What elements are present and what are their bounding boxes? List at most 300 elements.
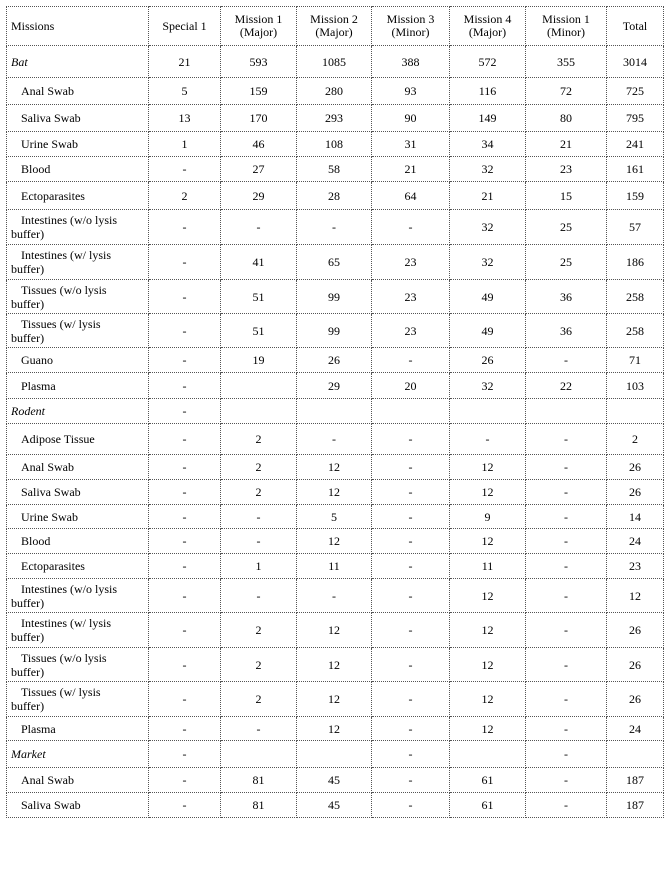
header-line-1: Mission 2 (310, 12, 358, 26)
table-cell (526, 399, 607, 424)
table-cell: 14 (607, 505, 664, 529)
table-cell: - (526, 793, 607, 818)
table-cell: 1 (221, 554, 297, 579)
row-label (7, 399, 149, 424)
table-cell: 58 (297, 157, 372, 182)
table-cell: 795 (607, 105, 664, 132)
table-cell: - (526, 648, 607, 682)
row-label-line-1: Tissues (w/ lysis (21, 316, 101, 331)
row-label-line-2: buffer) (11, 262, 45, 276)
table-cell: 1 (149, 132, 221, 157)
row-label-line-1: Intestines (w/ lysis (21, 616, 111, 630)
table-cell: 23 (372, 245, 450, 280)
table-cell: 2 (221, 613, 297, 648)
table-cell: 34 (450, 132, 526, 157)
table-row (7, 768, 664, 793)
table-cell: - (149, 529, 221, 554)
table-cell: 21 (450, 182, 526, 210)
header-mission-3-minor (372, 7, 450, 46)
row-label-line-1: Adipose Tissue (21, 432, 95, 446)
row-label (7, 105, 149, 132)
table-cell: 593 (221, 46, 297, 78)
header-line-2: (Major) (315, 25, 353, 39)
table-row (7, 717, 664, 741)
table-cell: - (526, 505, 607, 529)
table-cell: - (526, 768, 607, 793)
row-label-line-2: buffer) (11, 630, 45, 644)
table-cell: 23 (607, 554, 664, 579)
table-cell: 21 (372, 157, 450, 182)
table-cell: 28 (297, 182, 372, 210)
table-body (7, 46, 664, 818)
table-cell: 23 (526, 157, 607, 182)
row-label (7, 348, 149, 373)
row-label (7, 157, 149, 182)
row-label-line-1: Intestines (w/ lysis (21, 248, 111, 262)
table-cell (372, 399, 450, 424)
table-cell: - (149, 768, 221, 793)
table-cell: - (372, 554, 450, 579)
table-cell: 26 (297, 348, 372, 373)
table-cell: 572 (450, 46, 526, 78)
table-cell (450, 399, 526, 424)
table-cell: 80 (526, 105, 607, 132)
row-label-line-1: Tissues (w/ lysis (21, 685, 101, 699)
table-cell: 99 (297, 314, 372, 348)
table-cell: 12 (450, 579, 526, 613)
table-cell: 21 (149, 46, 221, 78)
table-cell: - (372, 768, 450, 793)
header-total-label: Total (622, 18, 648, 33)
row-label (7, 741, 149, 768)
table-cell: 3014 (607, 46, 664, 78)
row-label (7, 424, 149, 455)
header-line-2: (Major) (239, 25, 278, 39)
table-cell: 388 (372, 46, 450, 78)
table-cell: 27 (221, 157, 297, 182)
row-label-line-2: buffer) (11, 227, 45, 241)
row-label (7, 682, 149, 717)
table-cell: - (149, 280, 221, 314)
row-label (7, 554, 149, 579)
table-cell: 32 (450, 157, 526, 182)
table-cell: - (149, 157, 221, 182)
table-cell: 81 (221, 768, 297, 793)
table-cell: 57 (607, 210, 664, 245)
table-cell: 32 (450, 210, 526, 245)
table-row (7, 424, 664, 455)
table-cell: 45 (297, 793, 372, 818)
table-row (7, 105, 664, 132)
table-cell: 2 (221, 682, 297, 717)
table-cell (221, 741, 297, 768)
table-cell: 21 (526, 132, 607, 157)
table-cell: - (221, 505, 297, 529)
table-cell: 12 (607, 579, 664, 613)
header-line-1: Mission 1 (234, 12, 283, 26)
table-cell: 108 (297, 132, 372, 157)
group-row (7, 399, 664, 424)
table-cell: 159 (607, 182, 664, 210)
table-cell (297, 399, 372, 424)
table-cell: 11 (297, 554, 372, 579)
table-cell: 71 (607, 348, 664, 373)
table-cell: 5 (149, 78, 221, 105)
row-label (7, 793, 149, 818)
header-line-2: (Minor) (391, 25, 430, 39)
table-cell: - (297, 424, 372, 455)
row-label-line-1: Urine Swab (21, 137, 78, 151)
row-label-line-2: buffer) (11, 595, 45, 610)
table-cell: - (526, 424, 607, 455)
header-missions-label: Missions (11, 18, 55, 33)
table-cell: 32 (450, 373, 526, 399)
table-cell: - (297, 579, 372, 613)
table-cell: 61 (450, 793, 526, 818)
table-cell: - (221, 529, 297, 554)
table-cell: 25 (526, 245, 607, 280)
table-cell: 22 (526, 373, 607, 399)
row-label (7, 78, 149, 105)
table-cell: - (149, 793, 221, 818)
table-cell: 12 (297, 717, 372, 741)
header-line-2: (Minor) (547, 25, 585, 39)
row-label-line-2: buffer) (11, 699, 45, 713)
table-cell: - (372, 348, 450, 373)
header-line-1: Mission 3 (386, 12, 435, 26)
table-cell: 15 (526, 182, 607, 210)
row-label-line-1: Ectoparasites (21, 559, 85, 573)
table-cell: 161 (607, 157, 664, 182)
row-label (7, 46, 149, 78)
table-row (7, 554, 664, 579)
header-mission-4-major (450, 7, 526, 46)
table-row (7, 210, 664, 245)
row-label-line-1: Anal Swab (21, 84, 74, 98)
table-cell: 103 (607, 373, 664, 399)
table-cell: 29 (297, 373, 372, 399)
sample-table-container (6, 6, 663, 818)
row-label (7, 717, 149, 741)
table-cell: 5 (297, 505, 372, 529)
table-cell: 12 (450, 529, 526, 554)
table-cell: - (526, 455, 607, 480)
table-cell: - (221, 717, 297, 741)
table-cell: - (372, 648, 450, 682)
table-cell: 29 (221, 182, 297, 210)
row-label (7, 455, 149, 480)
row-label-line-1: Bat (11, 54, 28, 69)
table-cell: 293 (297, 105, 372, 132)
group-row (7, 741, 664, 768)
table-cell: 2 (221, 455, 297, 480)
row-label-line-2: buffer) (11, 664, 45, 679)
header-special-1-label: Special 1 (162, 18, 207, 33)
row-label-line-1: Market (11, 747, 46, 761)
table-cell: 32 (450, 245, 526, 280)
row-label (7, 314, 149, 348)
table-cell: - (221, 210, 297, 245)
table-cell: 24 (607, 717, 664, 741)
table-row (7, 613, 664, 648)
row-label (7, 210, 149, 245)
header-special-1 (149, 7, 221, 46)
table-row (7, 348, 664, 373)
row-label-line-1: Urine Swab (21, 509, 78, 524)
table-cell: 258 (607, 280, 664, 314)
table-cell: 93 (372, 78, 450, 105)
table-cell: 12 (297, 648, 372, 682)
row-label (7, 613, 149, 648)
table-cell (221, 399, 297, 424)
table-cell: 12 (297, 529, 372, 554)
table-cell: 49 (450, 314, 526, 348)
table-cell: 149 (450, 105, 526, 132)
row-label-line-2: buffer) (11, 296, 45, 311)
table-row (7, 648, 664, 682)
table-row (7, 132, 664, 157)
table-cell: 355 (526, 46, 607, 78)
row-label-line-1: Plasma (21, 721, 56, 736)
table-cell: 24 (607, 529, 664, 554)
table-cell: 12 (297, 455, 372, 480)
table-row (7, 505, 664, 529)
row-label (7, 280, 149, 314)
table-cell: 26 (607, 613, 664, 648)
header-row (7, 7, 664, 46)
table-row (7, 529, 664, 554)
table-cell: 725 (607, 78, 664, 105)
table-cell: - (221, 579, 297, 613)
table-row (7, 480, 664, 505)
row-label-line-1: Tissues (w/o lysis (21, 282, 107, 297)
row-label-line-1: Intestines (w/o lysis (21, 213, 117, 227)
table-cell: 258 (607, 314, 664, 348)
table-cell: 51 (221, 280, 297, 314)
table-cell: - (526, 717, 607, 741)
table-cell: 2 (149, 182, 221, 210)
table-cell: 81 (221, 793, 297, 818)
table-row (7, 455, 664, 480)
table-cell (297, 741, 372, 768)
table-cell: 26 (607, 648, 664, 682)
table-cell: 64 (372, 182, 450, 210)
table-cell: 241 (607, 132, 664, 157)
table-cell: 12 (297, 682, 372, 717)
table-cell: 186 (607, 245, 664, 280)
table-cell: - (297, 210, 372, 245)
row-label-line-1: Saliva Swab (21, 111, 81, 125)
table-row (7, 182, 664, 210)
table-cell: 2 (607, 424, 664, 455)
table-cell: - (526, 529, 607, 554)
header-mission-2-major (297, 7, 372, 46)
row-label-line-1: Plasma (21, 378, 56, 393)
table-cell: - (372, 529, 450, 554)
row-label (7, 182, 149, 210)
table-cell: 1085 (297, 46, 372, 78)
table-cell: 187 (607, 768, 664, 793)
table-cell: - (149, 424, 221, 455)
row-label-line-1: Blood (21, 534, 51, 548)
row-label-line-1: Anal Swab (21, 773, 74, 787)
table-cell: 41 (221, 245, 297, 280)
row-label-line-1: Blood (21, 162, 51, 176)
table-cell: 12 (297, 613, 372, 648)
table-cell: 51 (221, 314, 297, 348)
table-row (7, 579, 664, 613)
row-label (7, 579, 149, 613)
table-cell: - (149, 648, 221, 682)
group-row (7, 46, 664, 78)
table-cell: - (372, 210, 450, 245)
table-cell: 187 (607, 793, 664, 818)
table-cell: 12 (450, 717, 526, 741)
table-cell: - (526, 613, 607, 648)
header-line-1: Mission 4 (463, 12, 512, 26)
table-cell: - (149, 613, 221, 648)
table-cell (607, 741, 664, 768)
table-cell: - (372, 505, 450, 529)
table-row (7, 280, 664, 314)
table-cell: 12 (450, 480, 526, 505)
row-label (7, 768, 149, 793)
table-cell: 280 (297, 78, 372, 105)
table-cell: 2 (221, 424, 297, 455)
table-cell: - (372, 579, 450, 613)
table-row (7, 682, 664, 717)
header-mission-1-major (221, 7, 297, 46)
header-missions (7, 7, 149, 46)
table-cell: - (372, 793, 450, 818)
table-row (7, 157, 664, 182)
table-cell: - (372, 717, 450, 741)
table-cell: - (526, 579, 607, 613)
table-cell: - (149, 455, 221, 480)
table-cell: - (526, 480, 607, 505)
row-label-line-1: Intestines (w/o lysis (21, 581, 117, 596)
row-label-line-1: Saliva Swab (21, 798, 81, 812)
table-cell: 45 (297, 768, 372, 793)
table-cell: 26 (607, 455, 664, 480)
table-cell: 31 (372, 132, 450, 157)
table-cell: - (149, 480, 221, 505)
table-cell: - (149, 348, 221, 373)
table-cell: 72 (526, 78, 607, 105)
table-cell: - (372, 741, 450, 768)
table-cell: - (372, 455, 450, 480)
table-cell: - (149, 373, 221, 399)
table-cell: 12 (450, 682, 526, 717)
table-cell: - (526, 741, 607, 768)
table-cell: 26 (607, 480, 664, 505)
header-line-1: Mission 1 (542, 12, 590, 26)
table-cell: 26 (607, 682, 664, 717)
table-cell: 23 (372, 314, 450, 348)
row-label-line-2: buffer) (11, 330, 45, 345)
table-cell: 20 (372, 373, 450, 399)
table-cell: - (526, 348, 607, 373)
table-header (7, 7, 664, 46)
table-row (7, 314, 664, 348)
table-cell: 12 (297, 480, 372, 505)
table-cell (607, 399, 664, 424)
table-cell: - (372, 480, 450, 505)
row-label-line-1: Rodent (11, 404, 45, 418)
row-label (7, 529, 149, 554)
table-cell: - (149, 314, 221, 348)
row-label (7, 505, 149, 529)
table-cell: 170 (221, 105, 297, 132)
table-cell (221, 373, 297, 399)
table-row (7, 793, 664, 818)
row-label (7, 648, 149, 682)
table-cell: 9 (450, 505, 526, 529)
row-label-line-1: Ectoparasites (21, 188, 85, 203)
table-cell: 12 (450, 613, 526, 648)
table-cell: - (526, 682, 607, 717)
table-cell: 49 (450, 280, 526, 314)
table-cell: 116 (450, 78, 526, 105)
table-cell: - (149, 505, 221, 529)
table-cell: 61 (450, 768, 526, 793)
table-cell: - (372, 682, 450, 717)
row-label (7, 245, 149, 280)
table-cell: - (450, 424, 526, 455)
row-label-line-1: Saliva Swab (21, 485, 81, 499)
table-cell: - (149, 717, 221, 741)
table-cell: - (149, 682, 221, 717)
table-cell: 11 (450, 554, 526, 579)
table-cell: 12 (450, 455, 526, 480)
table-cell: - (372, 424, 450, 455)
table-cell: - (149, 399, 221, 424)
table-cell: 90 (372, 105, 450, 132)
table-cell: 23 (372, 280, 450, 314)
table-cell: 19 (221, 348, 297, 373)
table-row (7, 373, 664, 399)
row-label (7, 480, 149, 505)
header-mission-1-minor (526, 7, 607, 46)
table-cell: - (149, 741, 221, 768)
row-label-line-1: Tissues (w/o lysis (21, 650, 107, 665)
table-cell: - (372, 613, 450, 648)
table-cell: 2 (221, 648, 297, 682)
table-cell: 36 (526, 280, 607, 314)
row-label-line-1: Anal Swab (21, 460, 74, 474)
row-label (7, 373, 149, 399)
table-cell: 65 (297, 245, 372, 280)
table-cell: - (149, 579, 221, 613)
table-cell: - (149, 245, 221, 280)
header-line-2: (Major) (468, 25, 507, 39)
table-cell: 26 (450, 348, 526, 373)
table-cell: - (149, 210, 221, 245)
table-cell (450, 741, 526, 768)
table-row (7, 245, 664, 280)
table-cell: 46 (221, 132, 297, 157)
table-cell: 25 (526, 210, 607, 245)
table-cell: 12 (450, 648, 526, 682)
table-cell: 36 (526, 314, 607, 348)
table-cell: - (149, 554, 221, 579)
header-total (607, 7, 664, 46)
table-row (7, 78, 664, 105)
table-cell: 159 (221, 78, 297, 105)
table-cell: 99 (297, 280, 372, 314)
missions-sample-table (6, 6, 664, 818)
row-label-line-1: Guano (21, 353, 53, 367)
